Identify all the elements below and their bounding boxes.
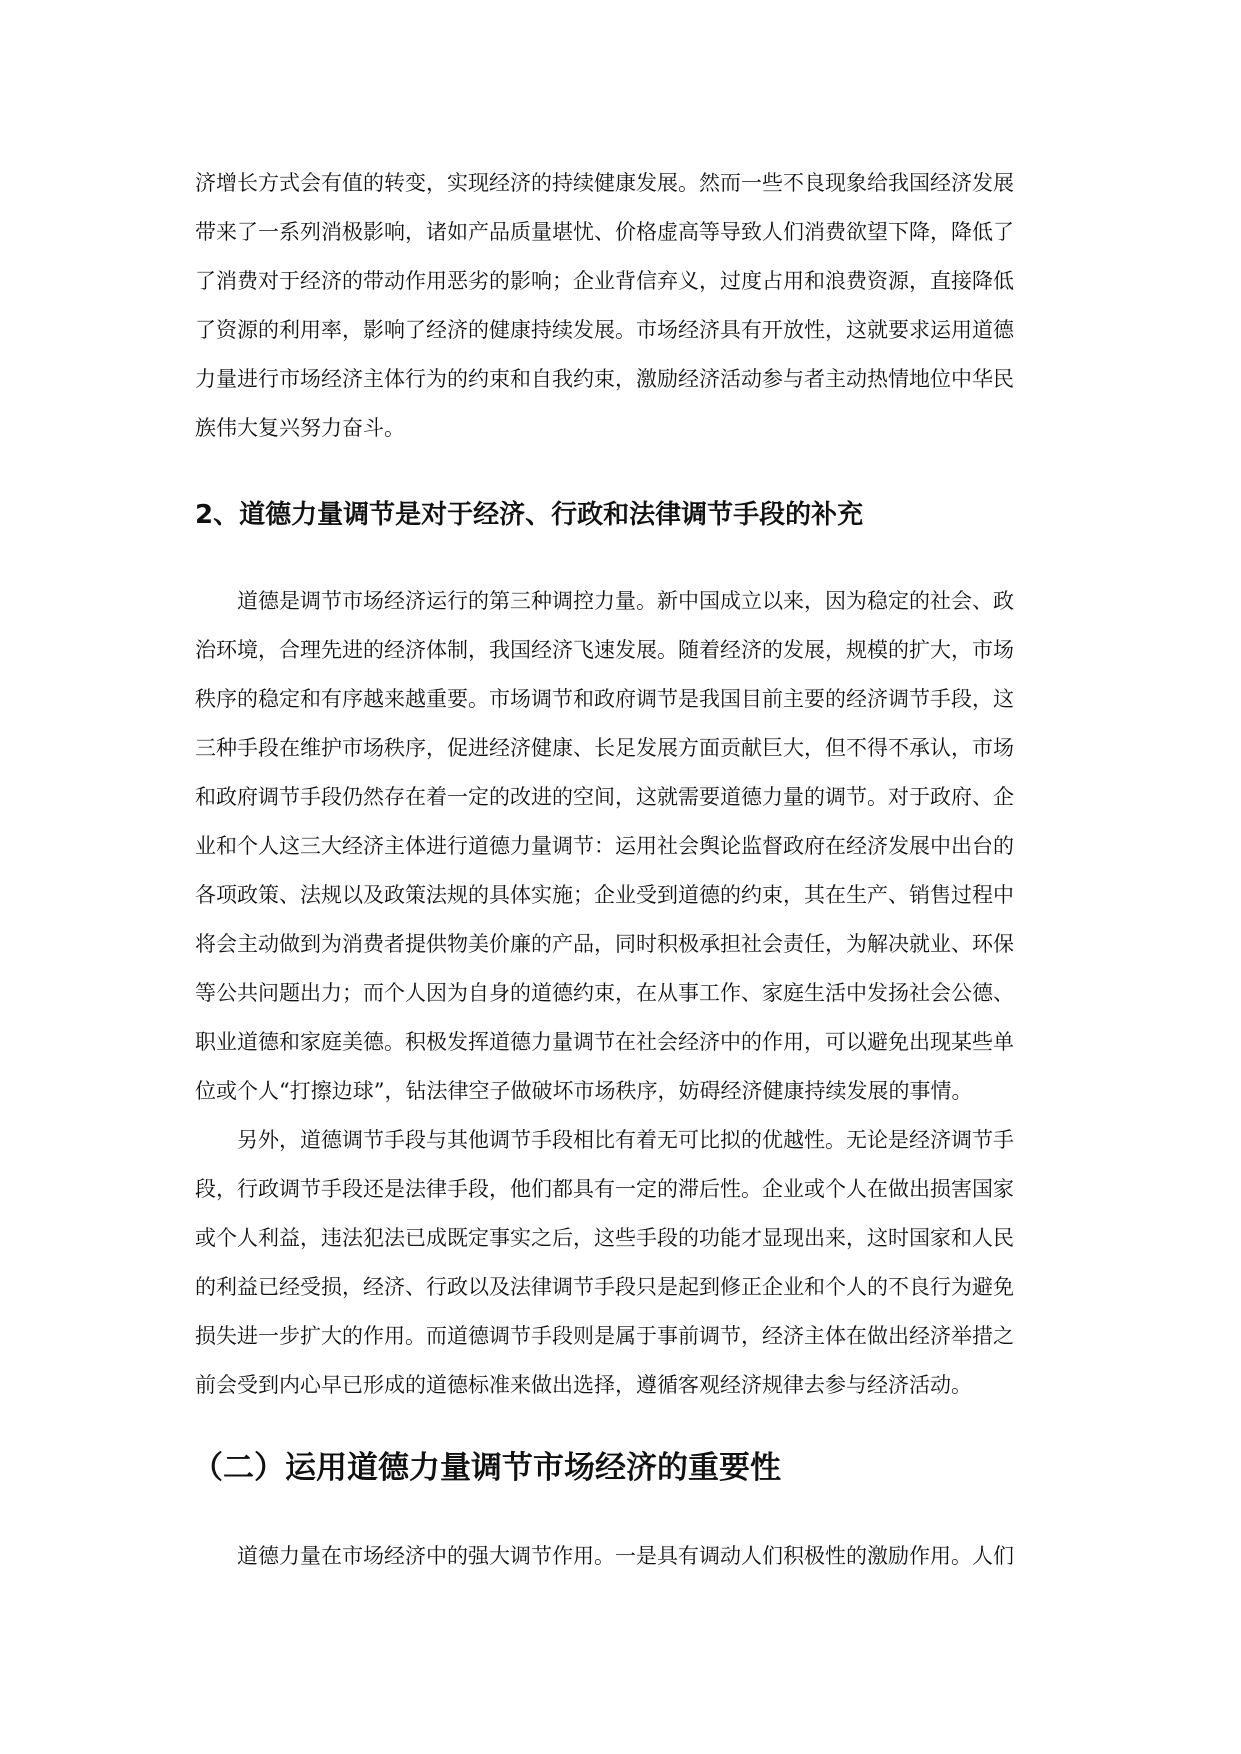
paragraph-line: 和政府调节手段仍然存在着一定的改进的空间，这就需要道德力量的调节。对于政府、企 [195,785,1014,809]
paragraph-line: 三种手段在维护市场秩序，促进经济健康、长足发展方面贡献巨大，但不得不承认，市场 [195,736,1014,760]
paragraph-line: 的利益已经受损，经济、行政以及法律调节手段只是起到修正企业和个人的不良行为避免 [195,1275,1014,1299]
paragraph-line: 将会主动做到为消费者提供物美价廉的产品，同时积极承担社会责任，为解决就业、环保 [195,932,1014,956]
paragraph-line: 道德是调节市场经济运行的第三种调控力量。新中国成立以来，因为稳定的社会、政 [237,589,1014,613]
paragraph-line: 济增长方式会有值的转变，实现经济的持续健康发展。然而一些不良现象给我国经济发展 [195,171,1014,195]
paragraph-line: 治环境，合理先进的经济体制，我国经济飞速发展。随着经济的发展，规模的扩大，市场 [195,638,1014,662]
paragraph-line: 带来了一系列消极影响，诸如产品质量堪忧、价格虚高等导致人们消费欲望下降，降低了 [195,220,1014,244]
paragraph-line: 业和个人这三大经济主体进行道德力量调节：运用社会舆论监督政府在经济发展中出台的 [195,834,1014,858]
section-heading: 2、道德力量调节是对于经济、行政和法律调节手段的补充 [195,500,864,530]
paragraph-line: 段，行政调节手段还是法律手段，他们都具有一定的滞后性。企业或个人在做出损害国家 [195,1177,1014,1201]
paragraph-line: 族伟大复兴努力奋斗。 [195,416,405,440]
paragraph-line: 等公共问题出力；而个人因为自身的道德约束，在从事工作、家庭生活中发扬社会公德、 [195,981,1014,1005]
paragraph-line: 位或个人“打擦边球”，钻法律空子做破坏市场秩序，妨碍经济健康持续发展的事情。 [195,1079,973,1103]
paragraph-line: 秩序的稳定和有序越来越重要。市场调节和政府调节是我国目前主要的经济调节手段，这 [195,687,1014,711]
paragraph-line: 力量进行市场经济主体行为的约束和自我约束，激励经济活动参与者主动热情地位中华民 [195,367,1014,391]
paragraph-line: 了消费对于经济的带动作用恶劣的影响；企业背信弃义，过度占用和浪费资源，直接降低 [195,269,1014,293]
paragraph-line: 损失进一步扩大的作用。而道德调节手段则是属于事前调节，经济主体在做出经济举措之 [195,1324,1014,1348]
paragraph-line: 道德力量在市场经济中的强大调节作用。一是具有调动人们积极性的激励作用。人们 [237,1544,1014,1568]
paragraph-line: 了资源的利用率，影响了经济的健康持续发展。市场经济具有开放性，这就要求运用道德 [195,318,1014,342]
paragraph-line: 另外，道德调节手段与其他调节手段相比有着无可比拟的优越性。无论是经济调节手 [237,1128,1014,1152]
chapter-heading: （二）运用道德力量调节市场经济的重要性 [192,1450,781,1486]
paragraph-line: 前会受到内心早已形成的道德标准来做出选择，遵循客观经济规律去参与经济活动。 [195,1373,972,1397]
paragraph-line: 各项政策、法规以及政策法规的具体实施；企业受到道德的约束，其在生产、销售过程中 [195,883,1014,907]
paragraph-line: 职业道德和家庭美德。积极发挥道德力量调节在社会经济中的作用，可以避免出现某些单 [195,1030,1014,1054]
paragraph-line: 或个人利益，违法犯法已成既定事实之后，这些手段的功能才显现出来，这时国家和人民 [195,1226,1014,1250]
